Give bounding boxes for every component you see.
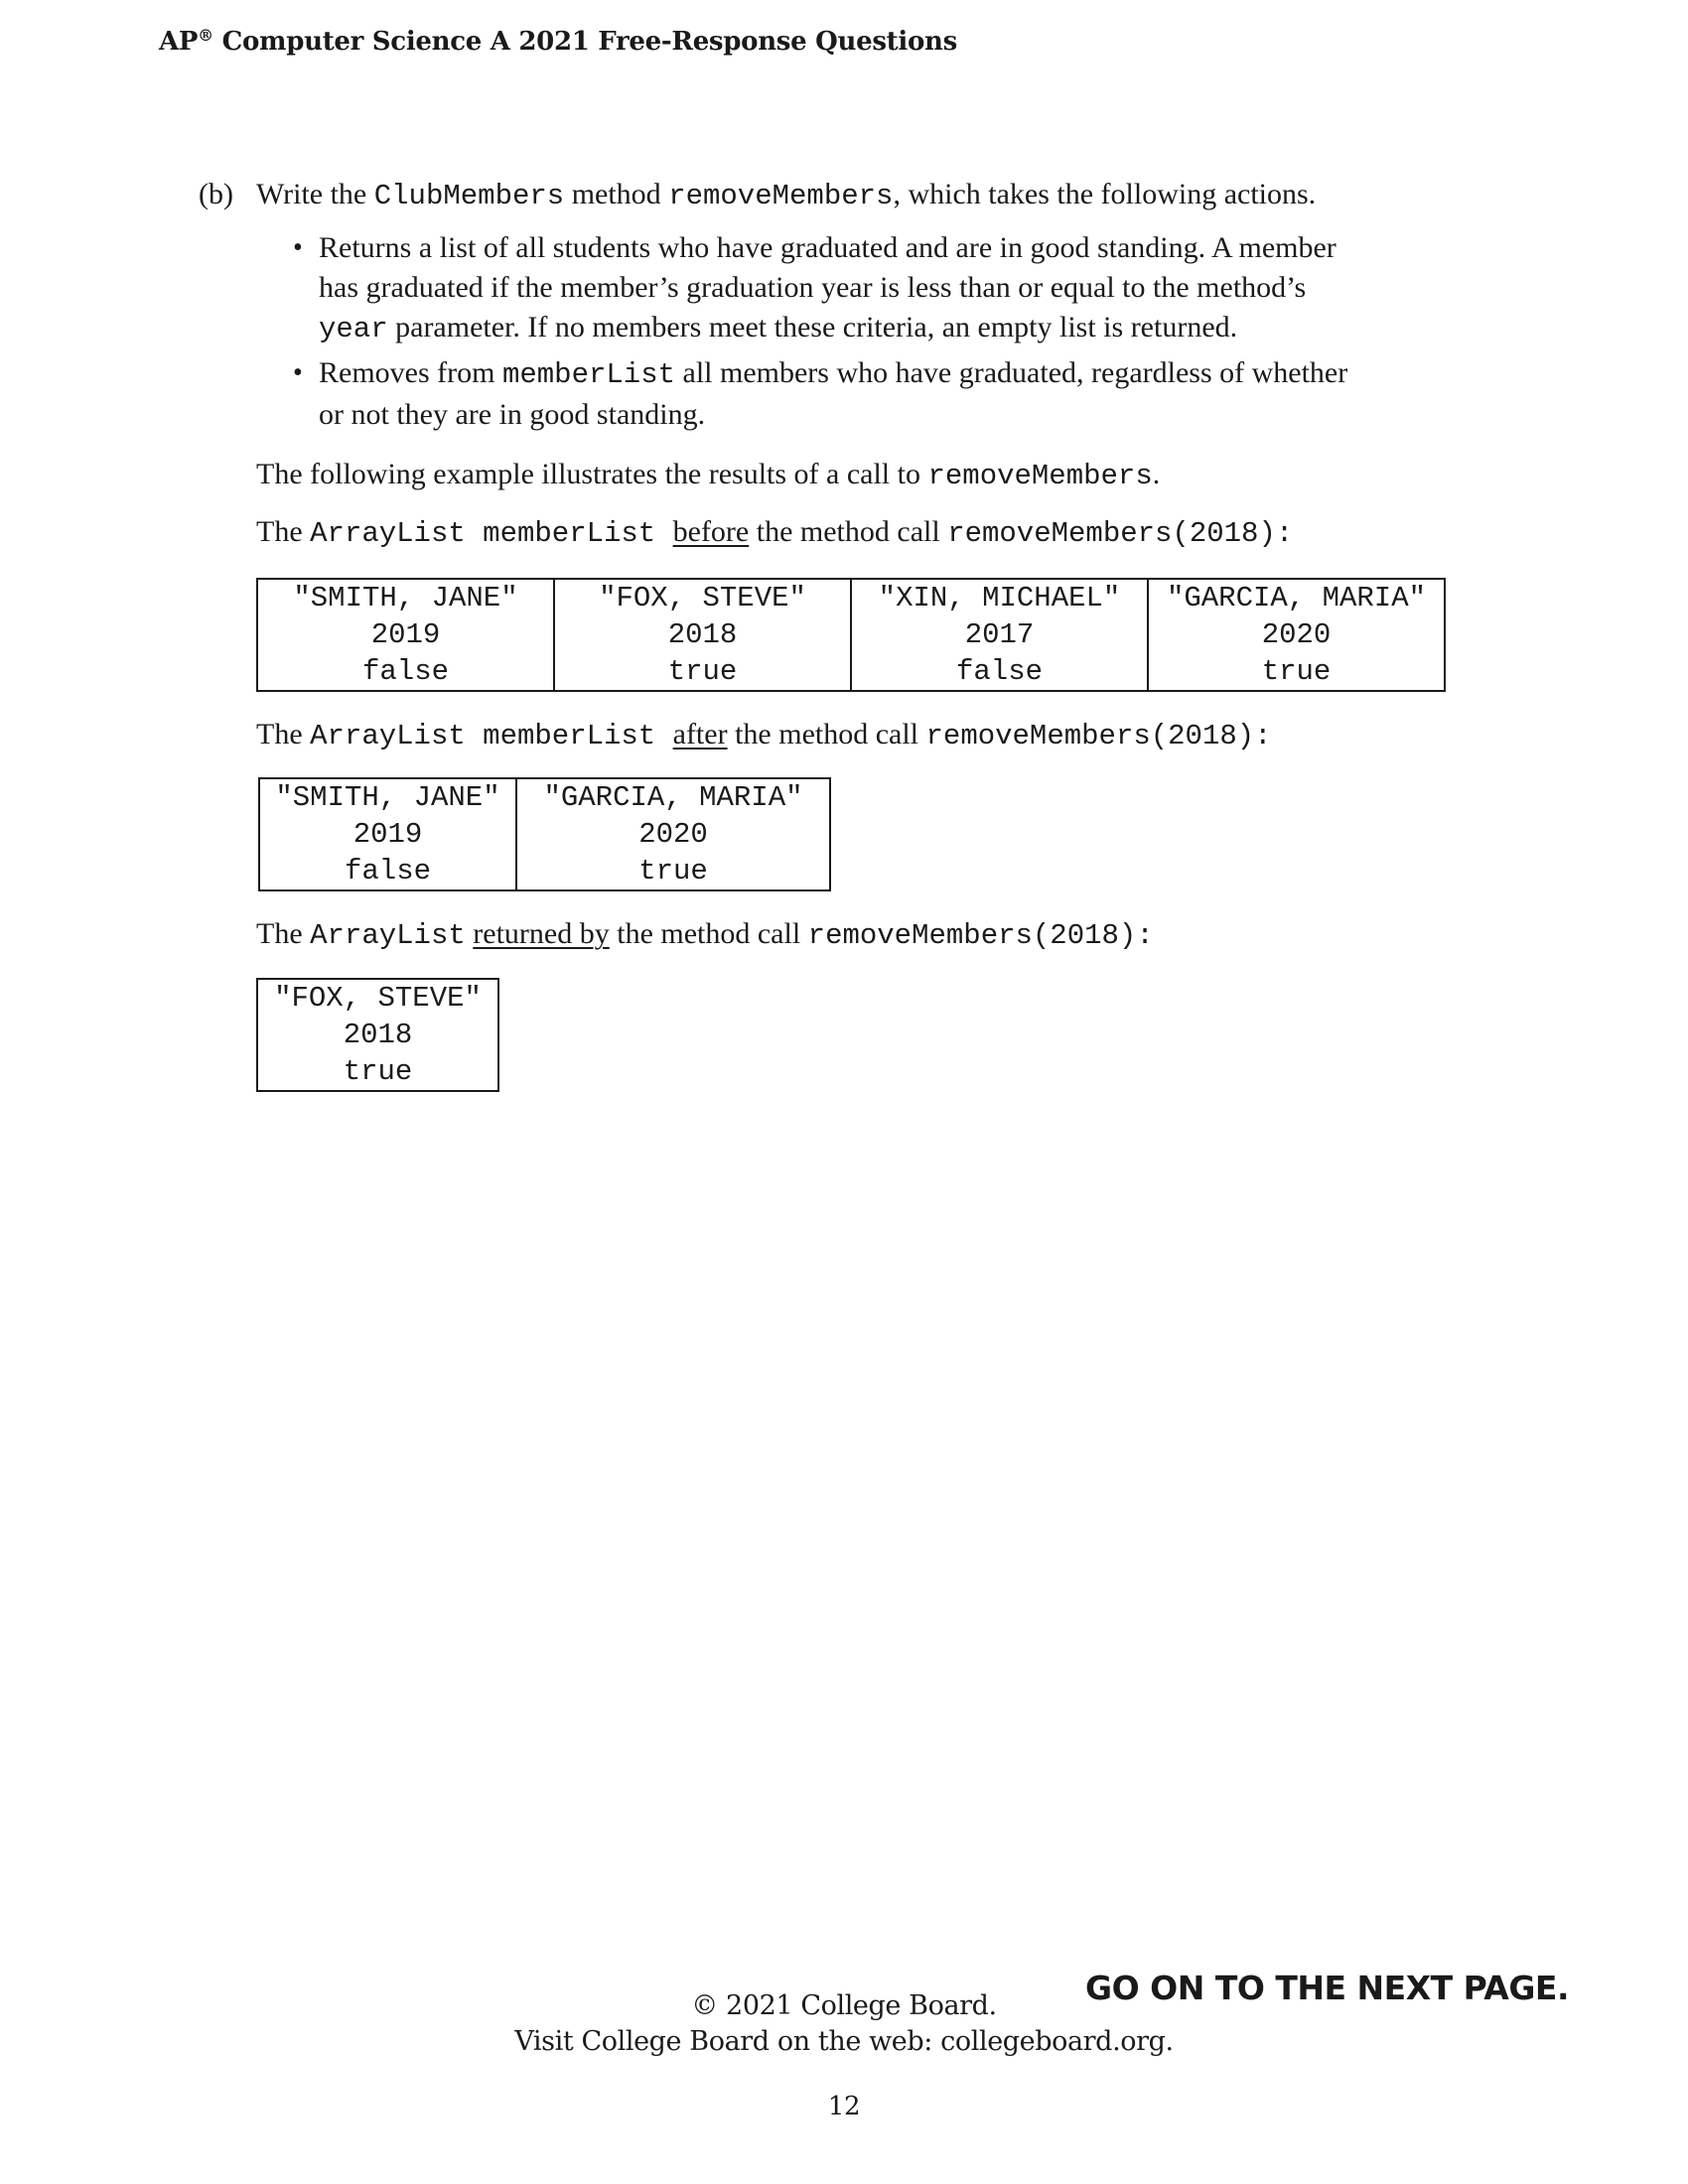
intro-text-2: method [564, 178, 669, 210]
bullet1-line1: Returns a list of all students who have graduated and are in good standing. A member [319, 231, 1336, 264]
after-array [258, 777, 831, 891]
memberlist-code: memberList [501, 358, 675, 391]
bullet2-line1 [319, 353, 1347, 395]
before-the: The [256, 515, 311, 548]
member-name: "SMITH, JANE" [293, 582, 518, 614]
returned-emphasis: returned by [473, 917, 610, 950]
array-cell [554, 579, 851, 691]
member-standing: true [667, 655, 738, 688]
intro-text-1: Write the [256, 178, 374, 210]
page-header [159, 26, 957, 57]
method-name-code: removeMembers [668, 180, 894, 212]
after-emphasis: after [672, 718, 728, 751]
after-the: The [256, 718, 311, 751]
member-year: 2017 [964, 618, 1035, 651]
bullet1-line2: has graduated if the member’s graduation year is less than or equal to the method’s [319, 271, 1307, 304]
member-standing: false [344, 855, 431, 887]
page-number: 12 [827, 2092, 861, 2121]
member-standing: true [343, 1055, 413, 1088]
returned-text: the method call [609, 917, 808, 950]
after-call-code: removeMembers(2018): [925, 720, 1272, 752]
after-caption [256, 715, 1272, 756]
member-standing: true [638, 855, 708, 887]
member-year: 2019 [352, 818, 423, 851]
member-year: 2020 [638, 818, 708, 851]
bullet1-line3-text: parameter. If no members meet these criteria, an empty list is returned. [387, 311, 1238, 343]
intro-text-3: , which takes the following actions. [893, 178, 1317, 210]
member-name: "FOX, STEVE" [274, 982, 482, 1015]
member-name: "GARCIA, MARIA" [543, 781, 803, 814]
before-type-code: ArrayList [310, 517, 466, 550]
member-year: 2018 [343, 1019, 413, 1051]
array-cell [1148, 579, 1445, 691]
bullet2-line2: or not they are in good standing. [319, 398, 706, 431]
returned-type-code: ArrayList [310, 919, 466, 952]
member-standing: false [955, 655, 1043, 688]
member-name: "XIN, MICHAEL" [878, 582, 1121, 614]
after-text: the method call [727, 718, 926, 751]
returned-array [256, 978, 499, 1092]
before-emphasis: before [672, 515, 750, 548]
array-cell [516, 778, 830, 890]
member-year: 2020 [1261, 618, 1332, 651]
example-intro-text: The following example illustrates the results of a call to [256, 458, 928, 490]
header-title: Computer Science A 2021 Free-Response Questions [212, 27, 957, 57]
part-intro [256, 175, 1316, 216]
registered-mark: ® [198, 26, 213, 45]
array-cell [259, 778, 516, 890]
returned-caption [256, 914, 1154, 956]
member-year: 2019 [370, 618, 441, 651]
go-on-next-page: GO ON TO THE NEXT PAGE. [1085, 1969, 1569, 2007]
before-text: the method call [749, 515, 948, 548]
example-intro-code: removeMembers [927, 460, 1153, 492]
member-name: "FOX, STEVE" [599, 582, 806, 614]
copyright: © 2021 College Board. [691, 1990, 997, 2021]
header-prefix: AP [159, 27, 199, 57]
visit-website: Visit College Board on the web: collegeboard.org. [514, 2026, 1174, 2057]
bullet-returns [293, 228, 1336, 349]
bullet-dot: • [293, 232, 303, 263]
returned-call-code: removeMembers(2018): [807, 919, 1154, 952]
array-cell [851, 579, 1148, 691]
class-name-code: ClubMembers [373, 180, 565, 212]
member-year: 2018 [667, 618, 738, 651]
after-type-code: ArrayList [310, 720, 466, 752]
member-standing: false [361, 655, 449, 688]
year-param-code: year [319, 313, 388, 345]
member-standing: true [1261, 655, 1332, 688]
bullet-removes [293, 353, 1348, 435]
part-label: (b) [199, 178, 233, 210]
array-cell [257, 979, 498, 1091]
returned-the: The [256, 917, 311, 950]
member-name: "GARCIA, MARIA" [1166, 582, 1427, 614]
after-var-code: memberList [465, 720, 673, 752]
array-cell [257, 579, 554, 691]
before-caption [256, 512, 1293, 554]
example-intro-end: . [1152, 458, 1161, 490]
bullet2-text-1: Removes from [319, 356, 502, 389]
before-call-code: removeMembers(2018): [947, 517, 1294, 550]
bullet1-line3 [319, 308, 1336, 349]
before-var-code: memberList [465, 517, 673, 550]
example-intro [256, 455, 1160, 496]
before-array [256, 578, 1446, 692]
bullet-dot: • [293, 357, 303, 388]
bullet2-text-2: all members who have graduated, regardless of whether [675, 356, 1348, 389]
member-name: "SMITH, JANE" [275, 781, 500, 814]
